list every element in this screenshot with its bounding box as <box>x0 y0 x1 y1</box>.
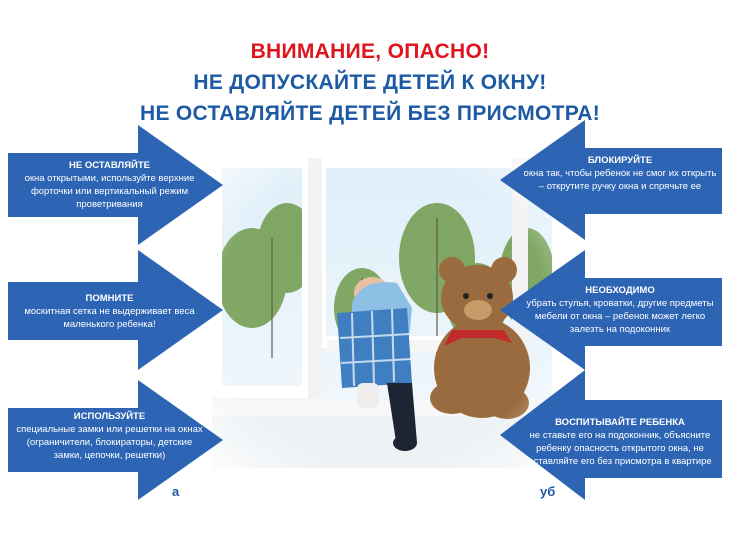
subheading-window: НЕ ДОПУСКАЙТЕ ДЕТЕЙ К ОКНУ! <box>193 71 547 94</box>
subheading-supervision: НЕ ОСТАВЛЯЙТЕ ДЕТЕЙ БЕЗ ПРИСМОТРА! <box>140 102 600 125</box>
tip-text: окна так, чтобы ребенок не смог их открыть – открутите ручку окна и спрячьте ее <box>523 168 717 192</box>
tip-title: НЕ ОСТАВЛЯЙТЕ <box>68 160 150 171</box>
tip-title: БЛОКИРУЙТЕ <box>587 155 653 166</box>
tip-remember-net <box>8 250 223 370</box>
tip-text: москитная сетка не выдерживает веса маленького ребенка! <box>24 306 195 330</box>
tip-title: НЕОБХОДИМО <box>585 285 655 296</box>
tip-dont-leave-open <box>8 125 223 245</box>
tip-educate-child <box>500 370 722 500</box>
tip-block-windows <box>500 120 722 240</box>
tip-text: окна открытыми, используйте верхние форточки или вертикальный режим проветривания <box>24 173 195 210</box>
tip-text: специальные замки или решетки на окнах (ограничители, блокираторы, детские замки, цепочки, решетки) <box>16 424 203 461</box>
tip-use-locks <box>8 380 223 500</box>
tip-title: ИСПОЛЬЗУЙТЕ <box>73 411 146 422</box>
warning-heading: ВНИМАНИЕ, ОПАСНО! <box>250 40 490 63</box>
tip-title: ПОМНИТЕ <box>85 293 134 304</box>
tip-title: ВОСПИТЫВАЙТЕ РЕБЕНКА <box>555 417 685 428</box>
tip-remove-furniture <box>500 250 722 370</box>
footer-fragment-left: а <box>172 484 180 499</box>
tip-text: не ставьте его на подоконник, объясните ребенку опасность открытого окна, не оставляйте его без присмотра в квартире <box>528 430 712 467</box>
tip-text: убрать стулья, кроватки, другие предметы мебели от окна – ребенок может легко залезть на подоконник <box>526 298 714 335</box>
footer-fragment-right: уб <box>540 484 556 499</box>
